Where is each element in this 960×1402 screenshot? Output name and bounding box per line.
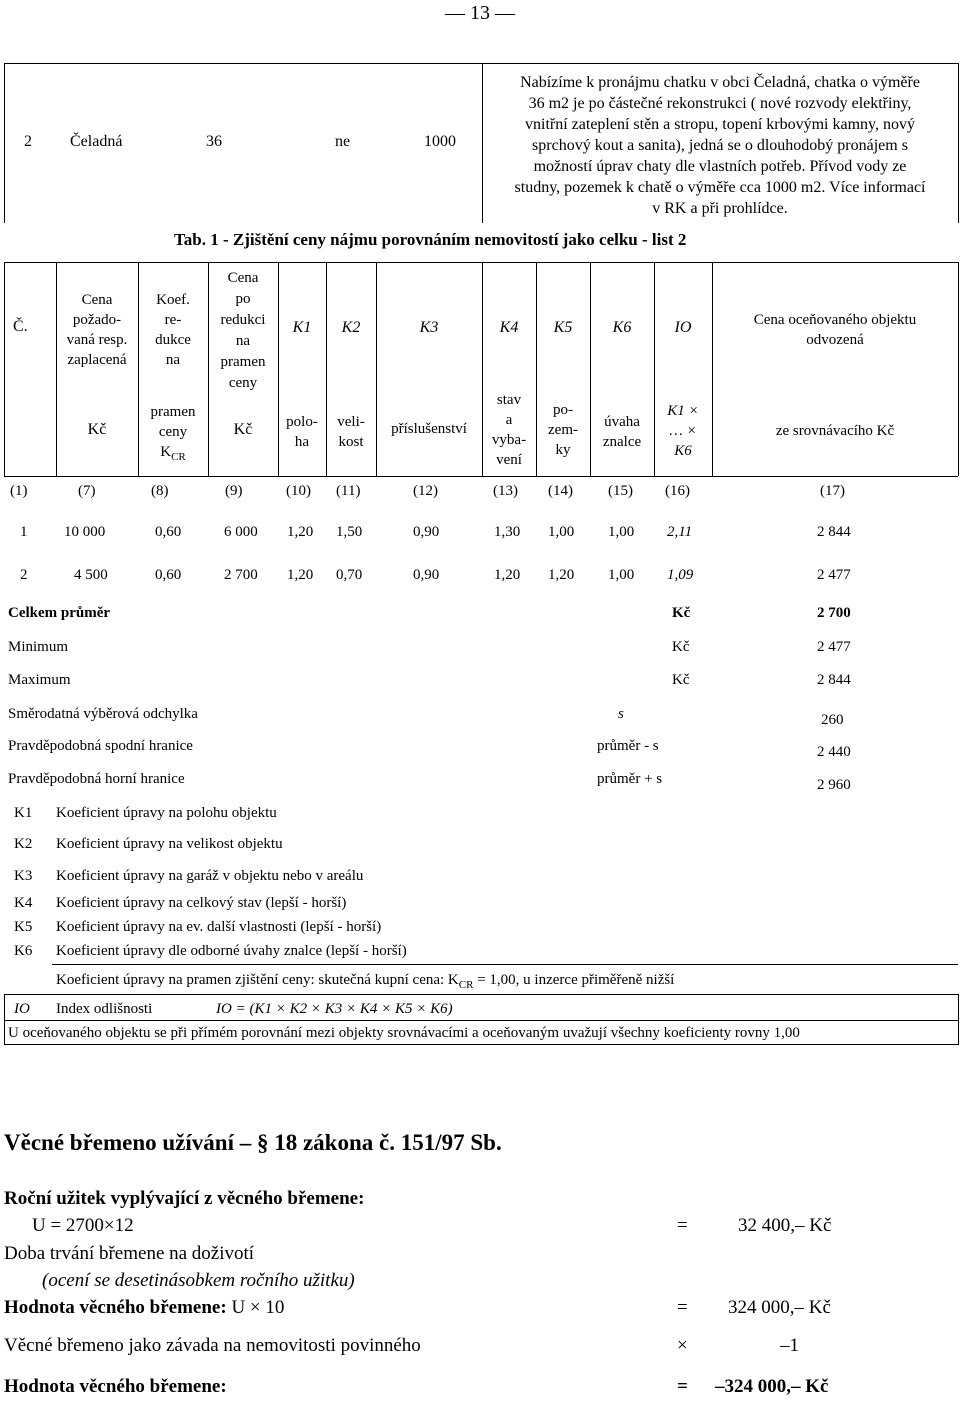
header-k4-sub: stav a vyba- vení <box>491 392 527 468</box>
table-title: Tab. 1 - Zjištění ceny nájmu porovnáním nemovitostí jako celku - list 2 <box>174 230 687 249</box>
header-k6: K6 <box>612 319 632 336</box>
summary-avg-label: Celkem průměr <box>8 605 111 621</box>
footnote: U oceňovaného objektu se při přímém porovnání mezi objekty srovnávacími a oceňovaným uvažují všechny koeficienty rovny 1,00 <box>8 1025 800 1041</box>
header-koef: Koef. re- dukce na <box>155 292 191 368</box>
header-k5: K5 <box>553 319 573 336</box>
header-k1-sub: polo- ha <box>286 414 318 450</box>
page-number: — 13 — <box>445 2 515 24</box>
top-row-description: Nabízíme k pronájmu chatku v obci Čeladná, chatka o výměře 36 m2 je po částečné rekonstrukci ( nové rozvody elektřiny, vnitřní zateplení stěn a stropu, topení krbovými kamny, nový sprchový kout a sanita), jedná se o dlouhodobý pronájem s možností úprav chaty dle vlastních potřeb. Přívod vody ze studny, pozemek k chatě o výměře cca 1000 m2. Více informací v RK a při prohlídce. <box>514 74 926 217</box>
header-k5-sub: po- zem- ky <box>548 402 578 458</box>
summary-min-label: Minimum <box>8 639 69 655</box>
header-reduced: Cena po redukci na pramen ceny <box>220 270 266 391</box>
top-row-price: 1000 <box>424 133 456 150</box>
header-k2-sub: veli- kost <box>337 414 365 450</box>
top-row-no: 2 <box>24 133 32 150</box>
header-k3: K3 <box>419 319 439 336</box>
header-no: Č. <box>13 318 28 335</box>
header-io: IO <box>674 319 692 336</box>
header-koef-bottom: pramen ceny $K_{CR}$ <box>150 404 196 463</box>
header-price: Cena požado- vaná resp. zaplacená <box>66 292 128 368</box>
header-k2: K2 <box>341 319 361 336</box>
top-row-area: 36 <box>206 133 222 150</box>
io-formula: IO = (K1 × K2 × K3 × K4 × K5 × K6) <box>216 1001 453 1017</box>
summary-max-label: Maximum <box>8 672 71 688</box>
header-k1: K1 <box>292 319 312 336</box>
header-result-sub: ze srovnávacího Kč <box>775 423 895 439</box>
header-k6-sub: úvaha znalce <box>602 414 642 450</box>
header-k3-sub: příslušenství <box>391 421 467 437</box>
header-price-unit: Kč <box>87 421 107 438</box>
kcr-note: Koeficient úpravy na pramen zjištění ceny: skutečná kupní cena: $K_{CR} = 1,00$, u inzerce přiměřeně nižší <box>56 972 675 991</box>
header-k4: K4 <box>499 319 519 336</box>
header-result: Cena oceňovaného objektu odvozená <box>753 312 917 348</box>
easement-heading: Věcné břemeno užívání – § 18 zákona č. 151/97 Sb. <box>4 1130 502 1155</box>
top-row-place: Čeladná <box>70 133 123 150</box>
top-row-garage: ne <box>335 133 351 150</box>
header-reduced-unit: Kč <box>233 421 253 438</box>
header-io-sub: K1 × … × K6 <box>667 403 699 459</box>
